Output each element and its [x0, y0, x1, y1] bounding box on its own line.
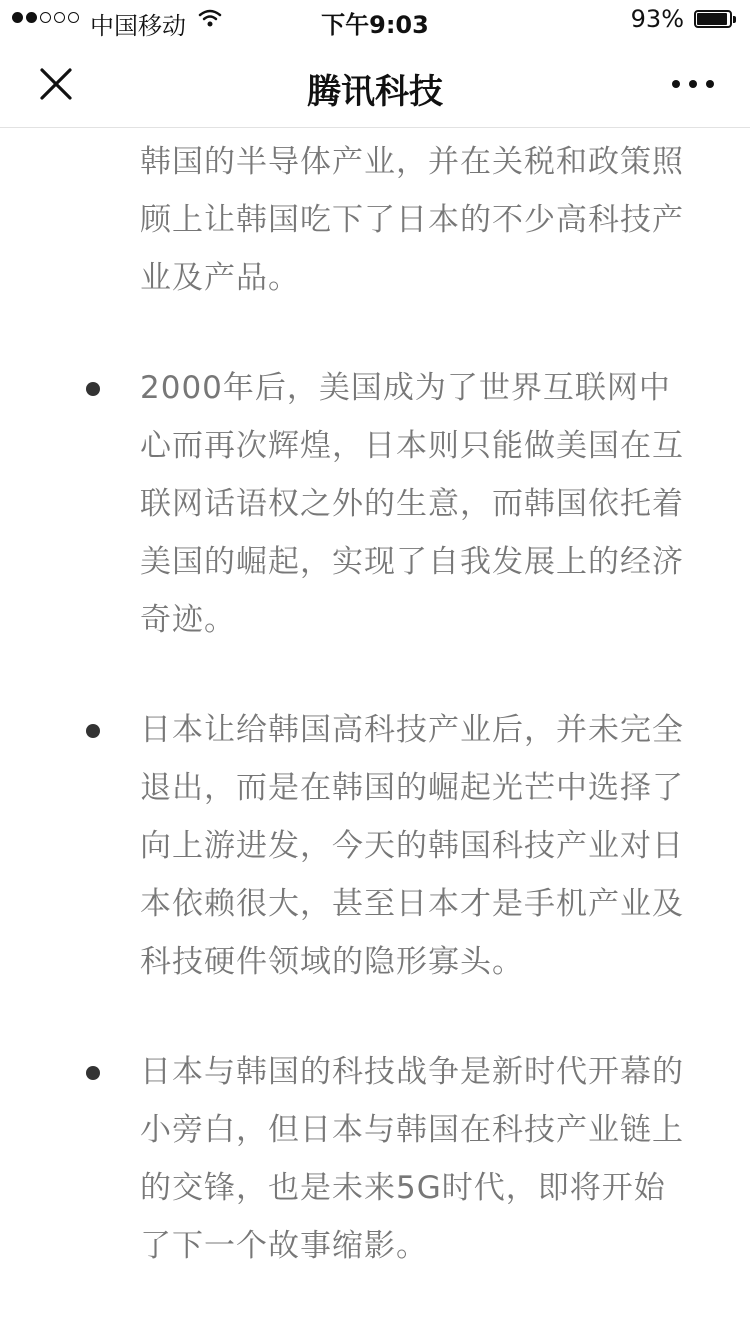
list-item	[0, 701, 750, 991]
list-item-text: 日本与韩国的科技战争是新时代开幕的小旁白，但日本与韩国在科技产业链上的交锋，也是未来5G时代，即将开始了下一个故事缩影。	[140, 1054, 684, 1264]
article-paragraph: 韩国的半导体产业，并在关税和政策照顾上让韩国吃下了日本的不少高科技产业及产品。	[140, 144, 684, 296]
status-time: 下午9:03	[321, 11, 429, 39]
more-dots-icon[interactable]	[670, 68, 716, 98]
status-bar	[0, 0, 750, 40]
list-item	[0, 359, 750, 649]
battery-fill	[697, 13, 727, 25]
list-item-text: 2000年后，美国成为了世界互联网中心而再次辉煌，日本则只能做美国在互联网话语权之外的生意，而韩国依托着美国的崛起，实现了自我发展上的经济奇迹。	[140, 370, 684, 638]
bullet-icon	[86, 382, 100, 396]
list-item-text: 日本让给韩国高科技产业后，并未完全退出，而是在韩国的崛起光芒中选择了向上游进发，今天的韩国科技产业对日本依赖很大，甚至日本才是手机产业及科技硬件领域的隐形寡头。	[140, 712, 684, 980]
bullet-icon	[86, 1066, 100, 1080]
nav-bar	[0, 40, 750, 128]
page-title: 腾讯科技	[307, 72, 443, 112]
bullet-icon	[86, 724, 100, 738]
carrier-name: 中国移动	[90, 12, 186, 40]
list-item	[0, 1043, 750, 1275]
battery-icon	[694, 10, 738, 30]
article-content	[0, 129, 750, 1275]
battery-percent: 93%	[630, 5, 684, 33]
